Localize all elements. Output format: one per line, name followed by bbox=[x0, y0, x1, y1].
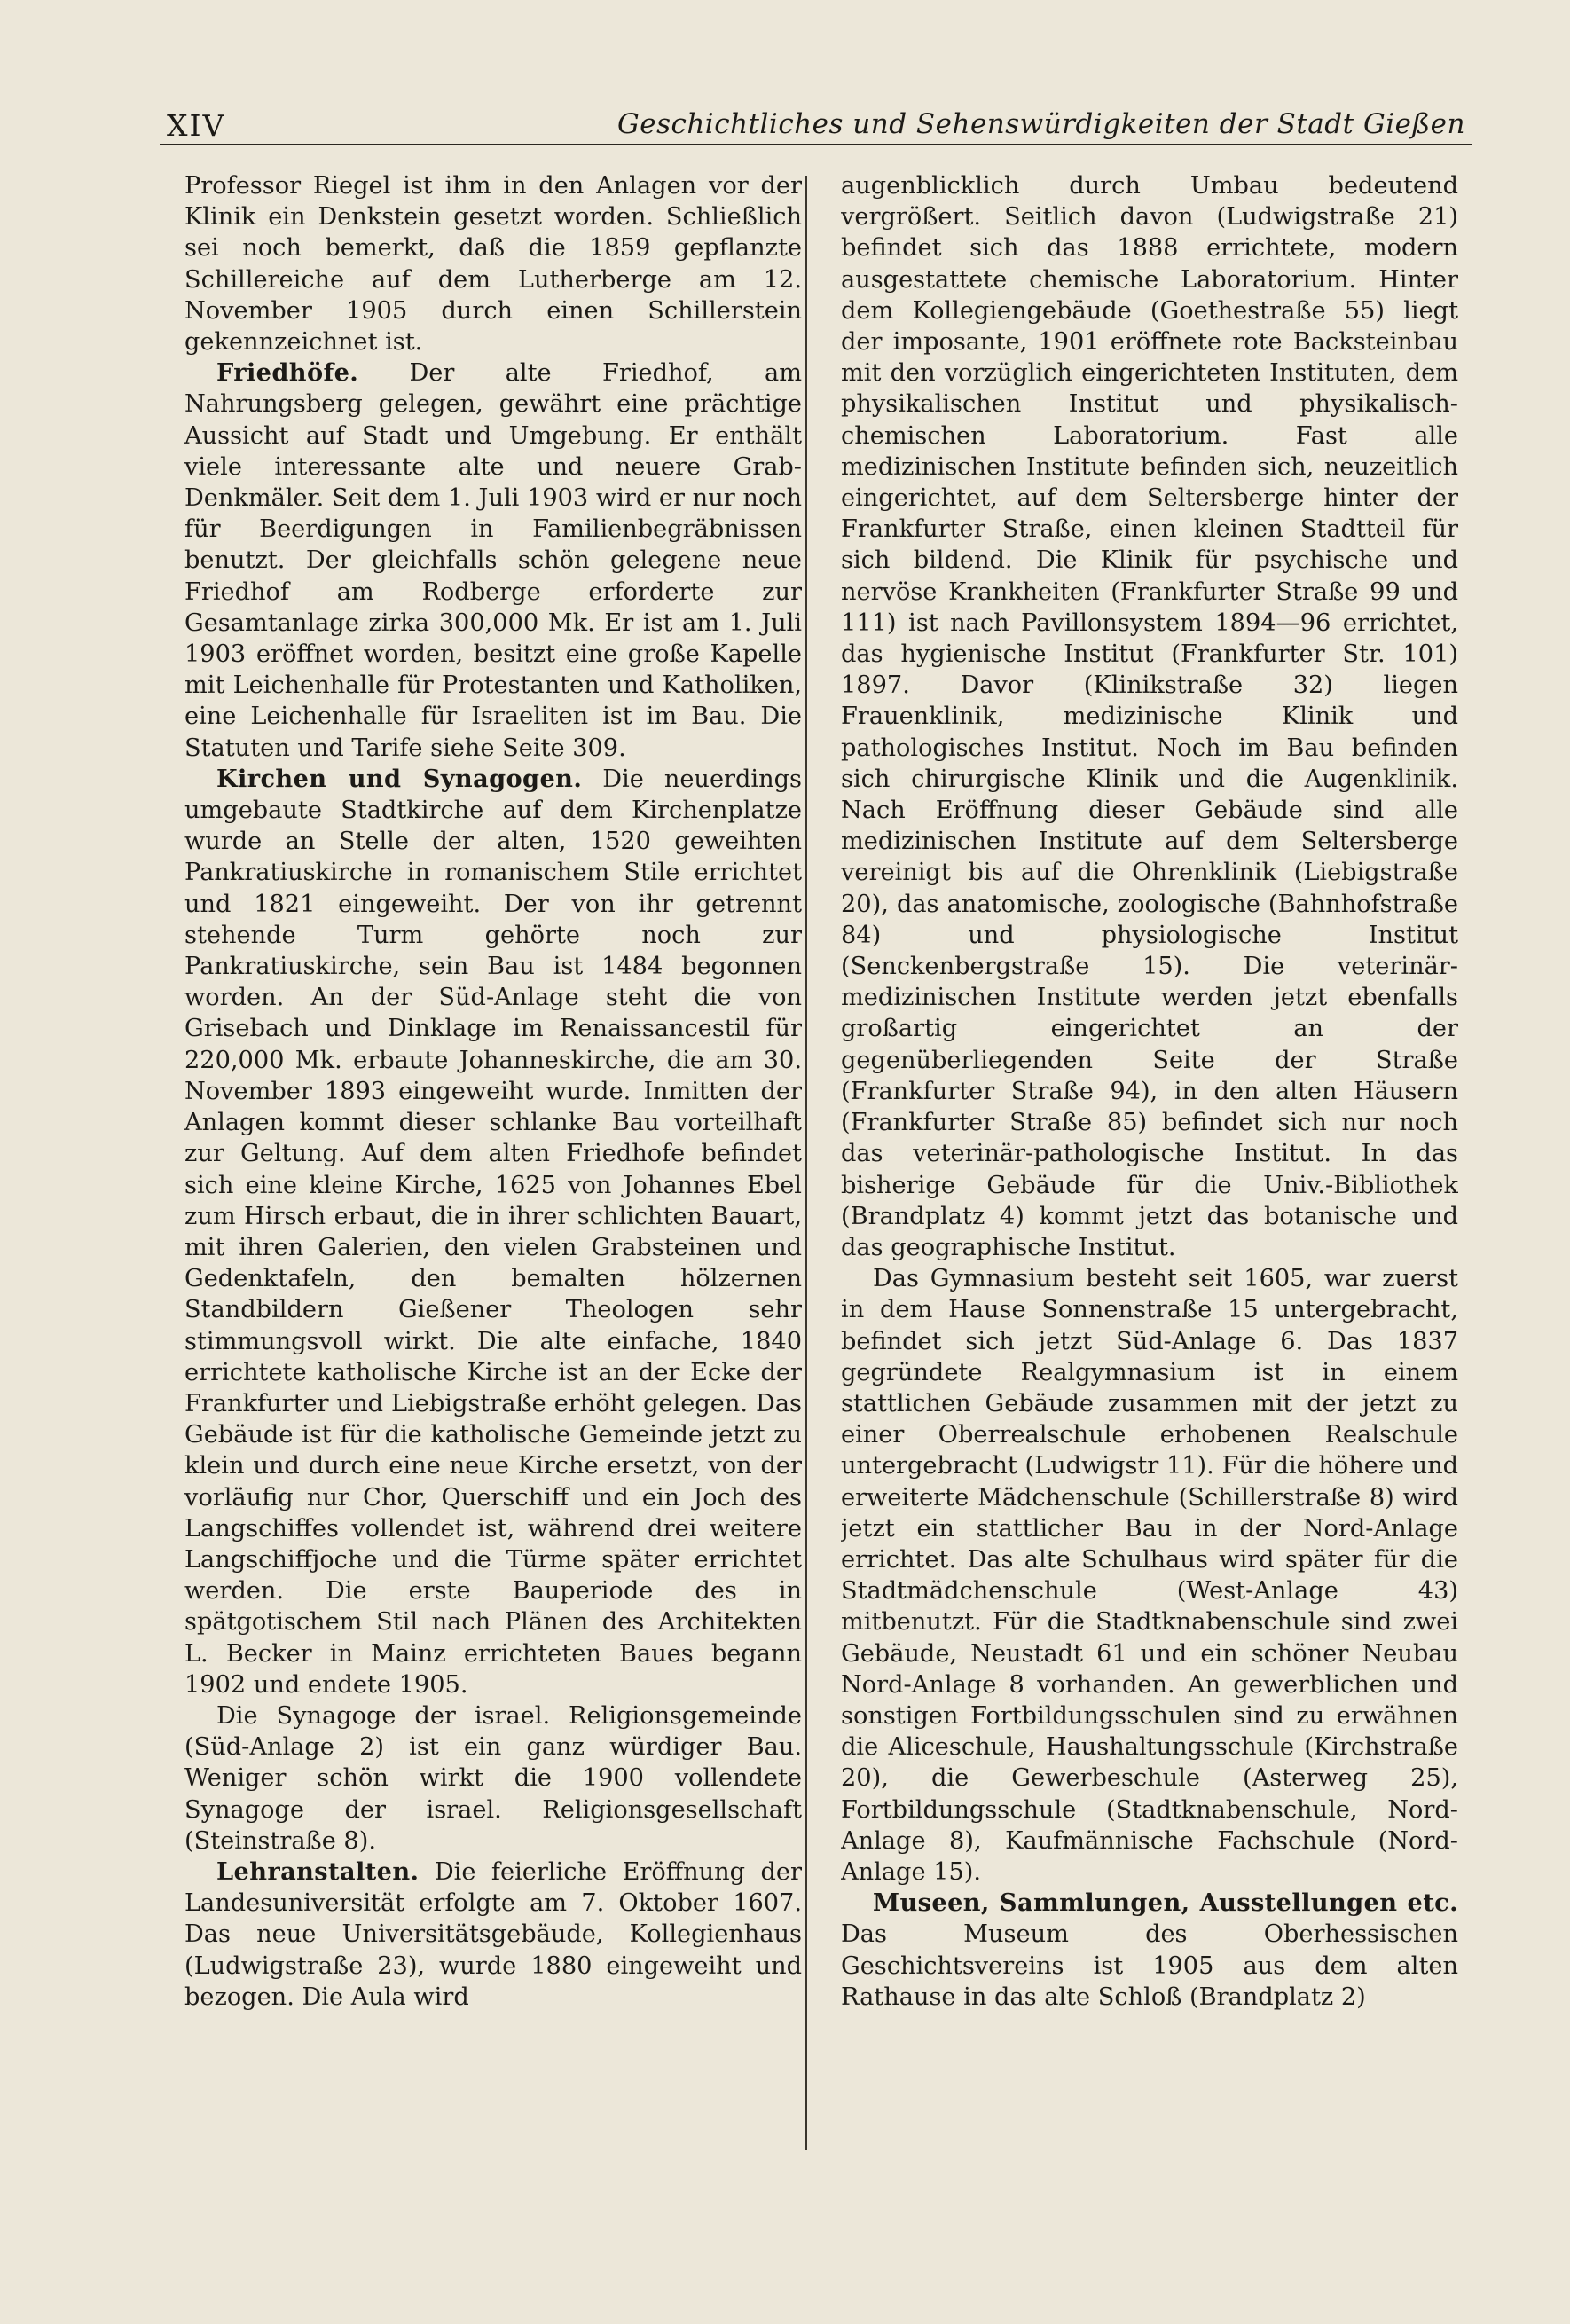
section-heading: Friedhöfe. bbox=[216, 358, 359, 388]
page-number: XIV bbox=[167, 108, 226, 143]
section-kirchen-und-synagogen bbox=[184, 764, 802, 1700]
paragraph-text: Die neuerdings umgebaute Stadtkirche auf dem Kirchenplatze wurde an Stelle der alten, 1520 geweihten Pankratiuskirche in romanischem Stile errichtet und 1821 eingeweiht. Der von ihr getrennt stehende Turm gehörte noch zur Pankratiuskirche, sein Bau ist 1484 begonnen worden. An der Süd-Anlage steht die von Grisebach und Dinklage im Renaissancestil für 220,000 Mk. erbaute Johanneskirche, die am 30. November 1893 eingeweiht wurde. Inmitten der Anlagen kommt dieser schlanke Bau vorteilhaft zur Geltung. Auf dem alten Friedhofe befindet sich eine kleine Kirche, 1625 von Johannes Ebel zum Hirsch erbaut, die in ihrer schlichten Bauart, mit ihren Galerien, den vielen Grabsteinen und Gedenktafeln, den bemalten hölzernen Standbildern Gießener Theologen sehr stimmungsvoll wirkt. Die alte einfache, 1840 errichtete katholische Kirche ist an der Ecke der Frankfurter und Liebigstraße erhöht gelegen. Das Gebäude ist für die katholische Gemeinde jetzt zu klein und durch eine neue Kirche ersetzt, von der vorläufig nur Chor, Querschiff und ein Joch des Langschiffes vollendet ist, während drei weitere Langschiffjoche und die Türme später errichtet werden. Die erste Bauperiode des in spätgotischem Stil nach Plänen des Architekten L. Becker in Mainz errichteten Baues begann 1902 und endete 1905. bbox=[184, 765, 802, 1699]
left-column bbox=[184, 170, 802, 2202]
paragraph-text: Das Gymnasium besteht seit 1605, war zuerst in dem Hause Sonnenstraße 15 untergebracht, befindet sich jetzt Süd-Anlage 6. Das 1837 gegründete Realgymnasium ist in einem stattlichen Gebäude zusammen mit der jetzt zu einer Oberrealschule erhobenen Realschule untergebracht (Ludwigstr 11). Für die höhere und erweiterte Mädchenschule (Schillerstraße 8) wird jetzt ein stattlicher Bau in der Nord-Anlage errichtet. Das alte Schulhaus wird später für die Stadtmädchenschule (West-Anlage 43) mitbenutzt. Für die Stadtknabenschule sind zwei Gebäude, Neustadt 61 und ein schöner Neubau Nord-Anlage 8 vorhanden. An gewerblichen und sonstigen Fortbildungsschulen sind zu erwähnen die Aliceschule, Haushaltungsschule (Kirchstraße 20), die Gewerbeschule (Asterweg 25), Fortbildungsschule (Stadtknabenschule, Nord-Anlage 8), Kaufmännische Fachschule (Nord-Anlage 15). bbox=[841, 1265, 1458, 1886]
right-column bbox=[841, 170, 1458, 2202]
paragraph-text: Das Museum des Oberhessischen Geschichtsvereins ist 1905 aus dem alten Rathause in das alte Schloß (Brandplatz 2) bbox=[841, 1920, 1458, 2011]
column-divider bbox=[805, 176, 807, 2150]
paragraph-text: augenblicklich durch Umbau bedeutend vergrößert. Seitlich davon (Ludwigstraße 21) befindet sich das 1888 errichtete, modern ausgestattete chemische Laboratorium. Hinter dem Kollegiengebäude (Goethestraße 55) liegt der imposante, 1901 eröffnete rote Backsteinbau mit den vorzüglich eingerichteten Instituten, dem physikalischen Institut und physikalisch-chemischen Laboratorium. Fast alle medizinischen Institute befinden sich, neuzeitlich eingerichtet, auf dem Seltersberge hinter der Frankfurter Straße, einen kleinen Stadtteil für sich bildend. Die Klinik für psychische und nervöse Krankheiten (Frankfurter Straße 99 und 111) ist nach Pavillonsystem 1894—96 errichtet, das hygienische Institut (Frankfurter Str. 101) 1897. Davor (Klinikstraße 32) liegen Frauenklinik, medizinische Klinik und pathologisches Institut. Noch im Bau befinden sich chirurgische Klinik und die Augenklinik. Nach Eröffnung dieser Gebäude sind alle medizinischen Institute auf dem Seltersberge vereinigt bis auf die Ohrenklinik (Liebigstraße 20), das anatomische, zoologische (Bahnhofstraße 84) und physiologische Institut (Senckenbergstraße 15). Die veterinär-medizinischen Institute werden jetzt ebenfalls großartig eingerichtet an der gegenüberliegenden Seite der Straße (Frankfurter Straße 94), in den alten Häusern (Frankfurter Straße 85) befindet sich nur noch das veterinär-pathologische Institut. In das bisherige Gebäude für die Univ.-Bibliothek (Brandplatz 4) kommt jetzt das botanische und das geographische Institut. bbox=[841, 172, 1458, 1261]
section-heading: Museen, Sammlungen, Ausstellungen etc. bbox=[873, 1888, 1458, 1918]
section-heading: Kirchen und Synagogen. bbox=[216, 764, 583, 793]
paragraph-text: Der alte Friedhof, am Nahrungsberg gelegen, gewährt eine prächtige Aussicht auf Stadt und Umgebung. Er enthält viele interessante alte und neuere Grab-Denkmäler. Seit dem 1. Juli 1903 wird er nur noch für Beerdigungen in Familienbegräbnissen benutzt. Der gleichfalls schön gelegene neue Friedhof am Rodberge erforderte zur Gesamtanlage zirka 300,000 Mk. Er ist am 1. Juli 1903 eröffnet worden, besitzt eine große Kapelle mit Leichenhalle für Protestanten und Katholiken, eine Leichenhalle für Israeliten ist im Bau. Die Statuten und Tarife siehe Seite 309. bbox=[184, 359, 802, 762]
section-friedhoefe bbox=[184, 357, 802, 764]
paragraph bbox=[184, 170, 802, 357]
running-title: Geschichtliches und Sehenswürdigkeiten der Stadt Gießen bbox=[616, 108, 1465, 140]
paragraph-text: Die Synagoge der israel. Religionsgemeinde (Süd-Anlage 2) ist ein ganz würdiger Bau. Weniger schön wirkt die 1900 vollendete Synagoge der israel. Religionsgesellschaft (Steinstraße 8). bbox=[184, 1701, 802, 1855]
section-lehranstalten bbox=[184, 1857, 802, 2013]
section-heading: Lehranstalten. bbox=[216, 1857, 420, 1886]
paragraph-text: Professor Riegel ist ihm in den Anlagen vor der Klinik ein Denkstein gesetzt worden. Schließlich sei noch bemerkt, daß die 1859 gepflanzte Schillereiche auf dem Lutherberge am 12. November 1905 durch einen Schillerstein gekennzeichnet ist. bbox=[184, 172, 802, 357]
paragraph-gymnasium bbox=[841, 1263, 1458, 1888]
paragraph-text: Die feierliche Eröffnung der Landesuniversität erfolgte am 7. Oktober 1607. Das neue Universitätsgebäude, Kollegienhaus (Ludwigstraße 23), wurde 1880 eingeweiht und bezogen. Die Aula wird bbox=[184, 1857, 802, 2011]
paragraph-universitaet bbox=[841, 170, 1458, 1263]
section-museen bbox=[841, 1888, 1458, 2013]
page-header bbox=[160, 108, 1472, 145]
paragraph-synagoge bbox=[184, 1700, 802, 1857]
